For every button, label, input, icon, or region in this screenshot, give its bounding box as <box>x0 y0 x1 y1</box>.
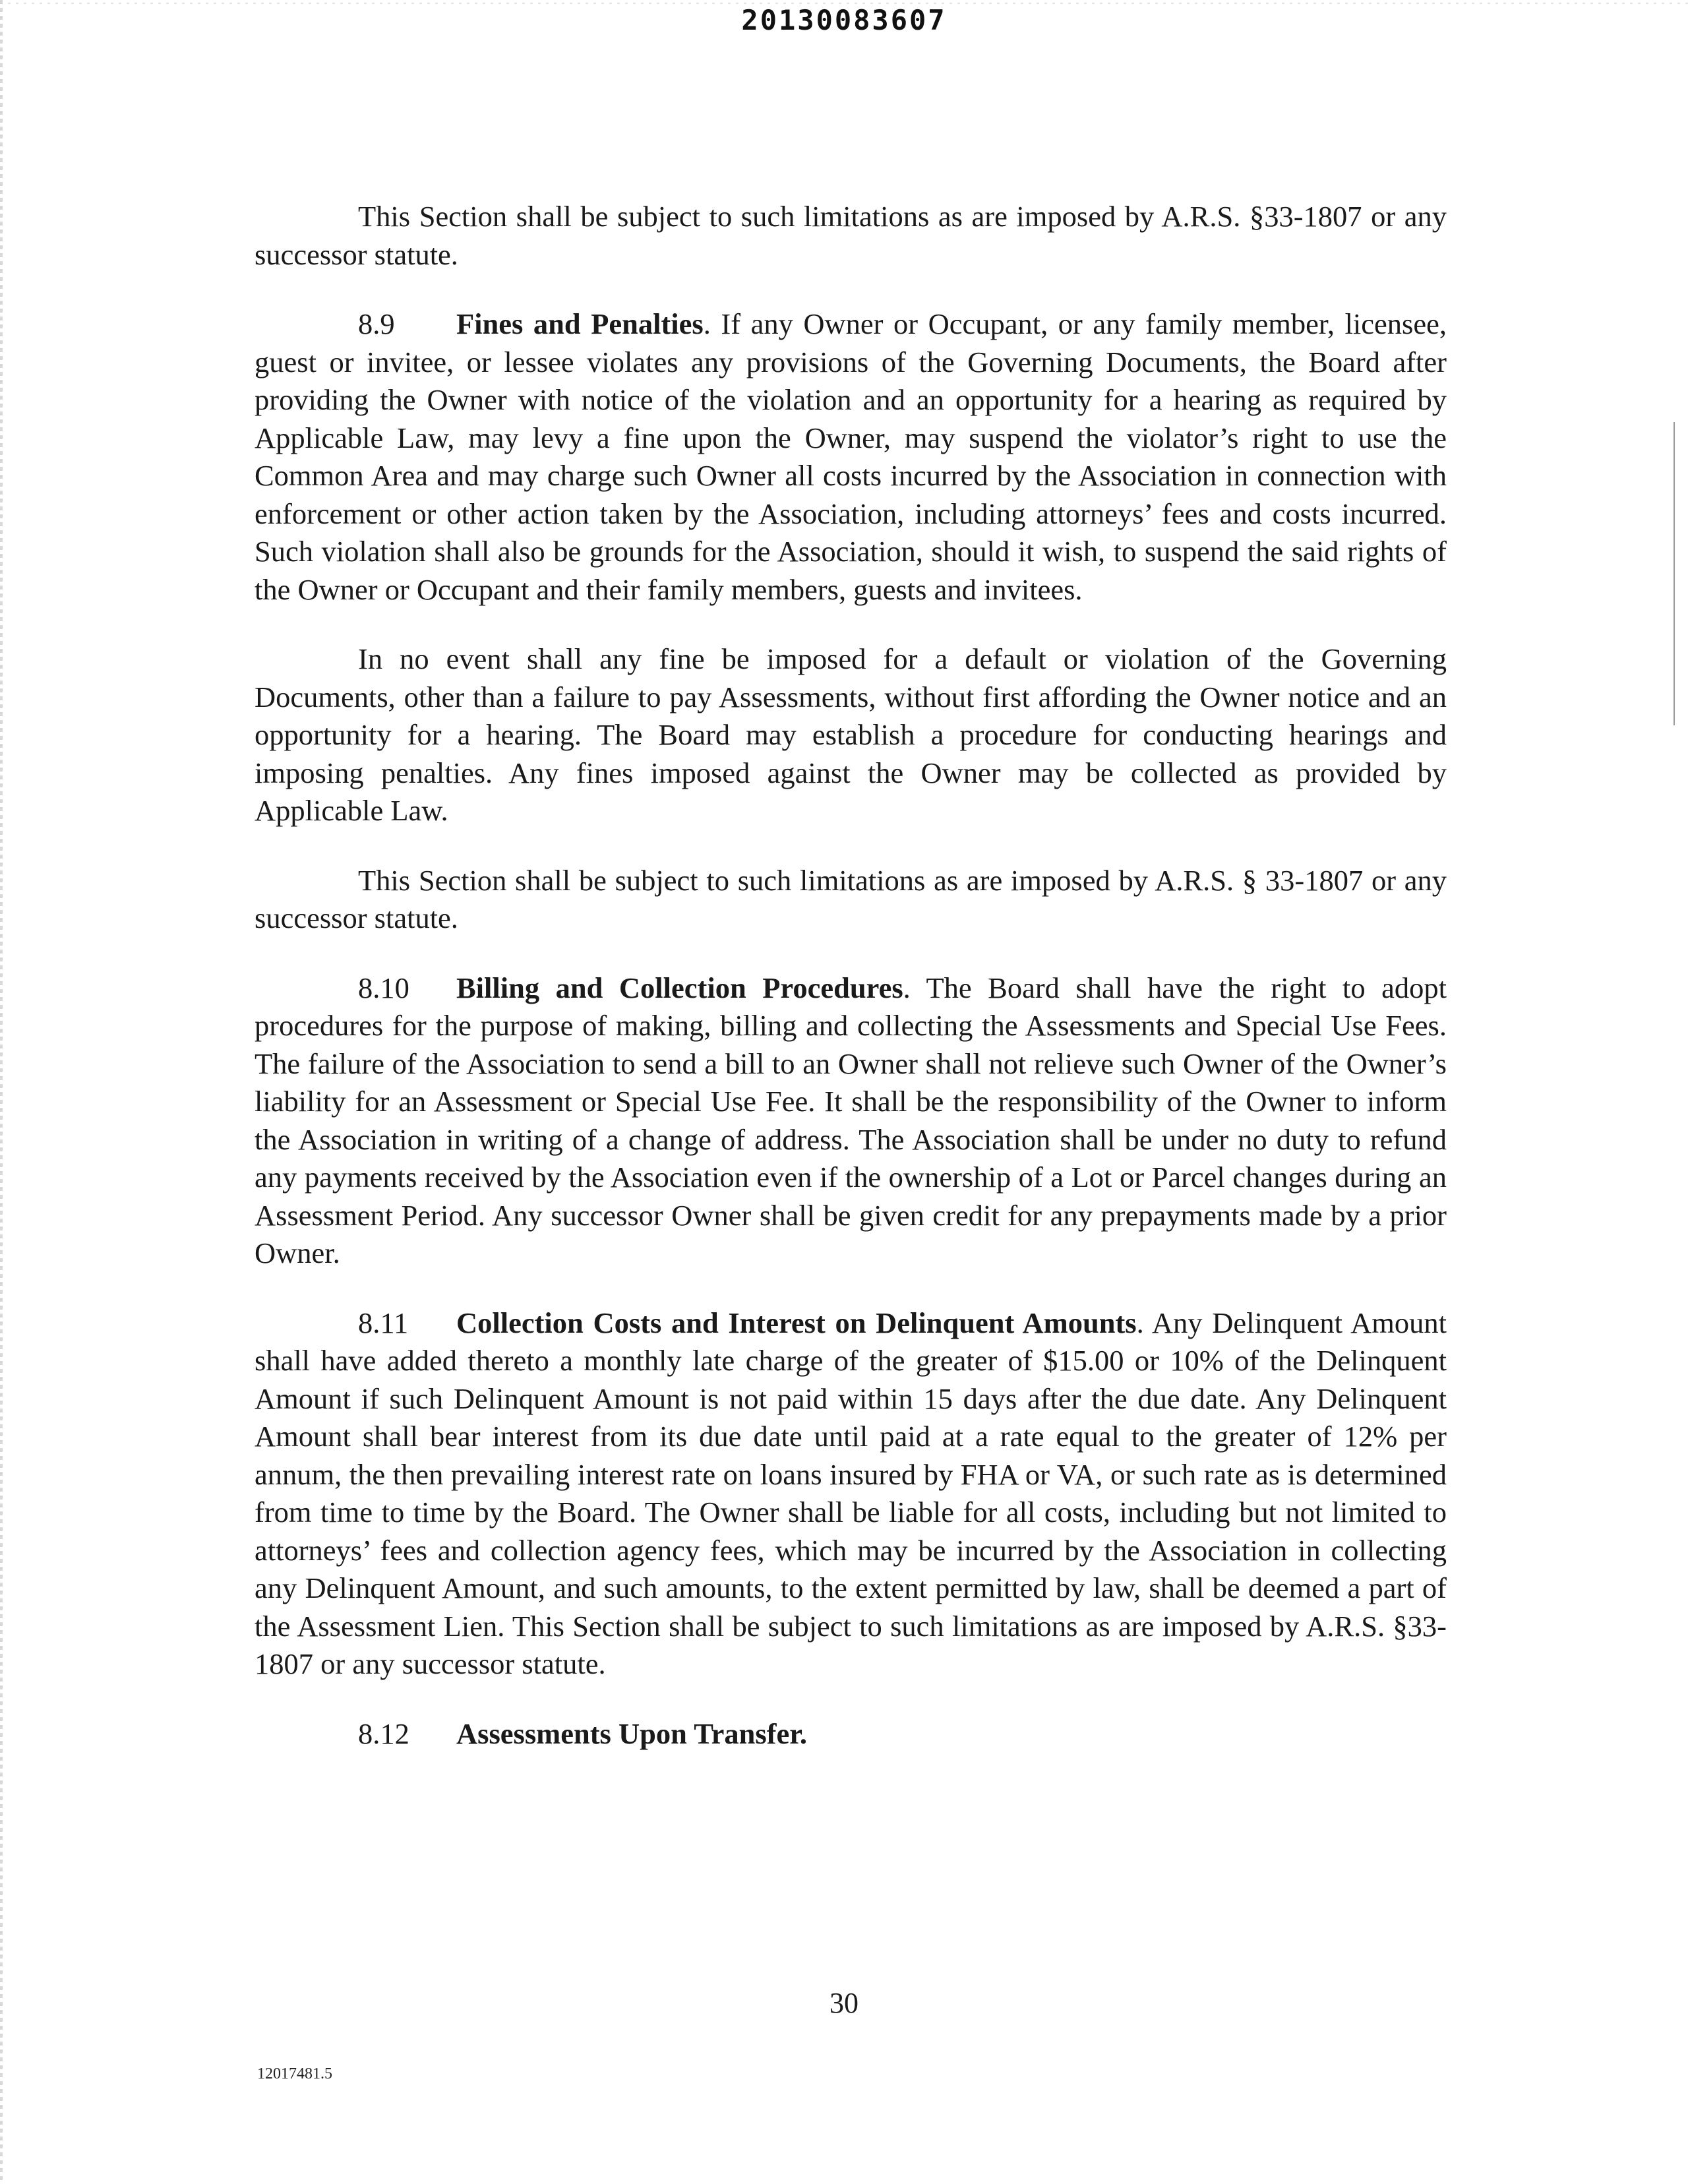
page-number: 30 <box>829 1987 859 2019</box>
section-number: 8.9 <box>358 307 395 340</box>
section-number: 8.11 <box>358 1306 409 1339</box>
paragraph-fine-hearing: In no event shall any fine be imposed for a default or violation of the Governing Documents, other than a failure to pay Assessments, without first affording the Owner notice and an opportunity for a hearing. The Board may establish a procedure for conducting hearings and imposing penalties. Any fines imposed against the Owner may be collected as provided by Applicable Law. <box>255 642 1447 827</box>
section-text: . <box>799 1716 808 1750</box>
section-8-9 <box>255 305 1447 609</box>
section-text: . Any Delinquent Amount shall have added thereto a monthly late charge of the greater of $15.00 or 10% of the Delinquent Amount if such Delinquent Amount is not paid within 15 days after the due date. Any Delinquent Amount shall bear interest from its due date until paid at a rate equal to the greater of 12% per annum, the then prevailing interest rate on loans insured by FHA or VA, or such rate as is determined from time to time by the Board. The Owner shall be liable for all costs, including but not limited to attorneys’ fees and collection agency fees, which may be incurred by the Association in collecting any Delinquent Amount, and such amounts, to the extent permitted by law, shall be deemed a part of the Assessment Lien. This Section shall be subject to such limitations as are imposed by A.R.S. §33-1807 or any successor statute. <box>255 1306 1447 1680</box>
section-number: 8.10 <box>358 971 409 1004</box>
section-text: . If any Owner or Occupant, or any family member, licensee, guest or invitee, or lessee violates any provisions of the Governing Documents, the Board after providing the Owner with notice of the violation and an opportunity for a hearing as required by Applicable Law, may levy a fine upon the Owner, may suspend the violator’s right to use the Common Area and may charge such Owner all costs incurred by the Association in connection with enforcement or other action taken by the Association, including attorneys’ fees and costs incurred. Such violation shall also be grounds for the Association, should it wish, to suspend the said rights of the Owner or Occupant and their family members, guests and invitees. <box>255 307 1447 606</box>
section-8-12 <box>255 1715 1447 1753</box>
paragraph-limitations-2: This Section shall be subject to such limitations as are imposed by A.R.S. § 33-1807 or any successor statute. <box>255 863 1447 934</box>
section-8-10 <box>255 969 1447 1273</box>
section-text: . The Board shall have the right to adopt procedures for the purpose of making, billing and collecting the Assessments and Special Use Fees. The failure of the Association to send a bill to an Owner shall not relieve such Owner of the Owner’s liability for an Assessment or Special Use Fee. It shall be the responsibility of the Owner to inform the Association in writing of a change of address. The Association shall be under no duty to refund any payments received by the Association even if the ownership of a Lot or Parcel changes during an Assessment Period. Any successor Owner shall be given credit for any prepayments made by a prior Owner. <box>255 971 1447 1269</box>
scan-edge-right-mark <box>1673 422 1675 725</box>
paragraph-limitations-1: This Section shall be subject to such limitations as are imposed by A.R.S. §33-1807 or any successor statute. <box>255 200 1447 271</box>
section-title: Fines and Penalties <box>456 307 704 340</box>
recording-number: 20130083607 <box>741 4 947 36</box>
section-title: Billing and Collection Procedures <box>456 971 903 1004</box>
section-number: 8.12 <box>358 1716 409 1750</box>
section-title: Assessments Upon Transfer <box>456 1716 800 1750</box>
document-body <box>255 198 1447 1784</box>
section-8-11 <box>255 1304 1447 1684</box>
document-code: 12017481.5 <box>257 2065 332 2082</box>
section-title: Collection Costs and Interest on Delinquent Amounts <box>456 1306 1137 1339</box>
scan-edge-left <box>0 0 3 2184</box>
